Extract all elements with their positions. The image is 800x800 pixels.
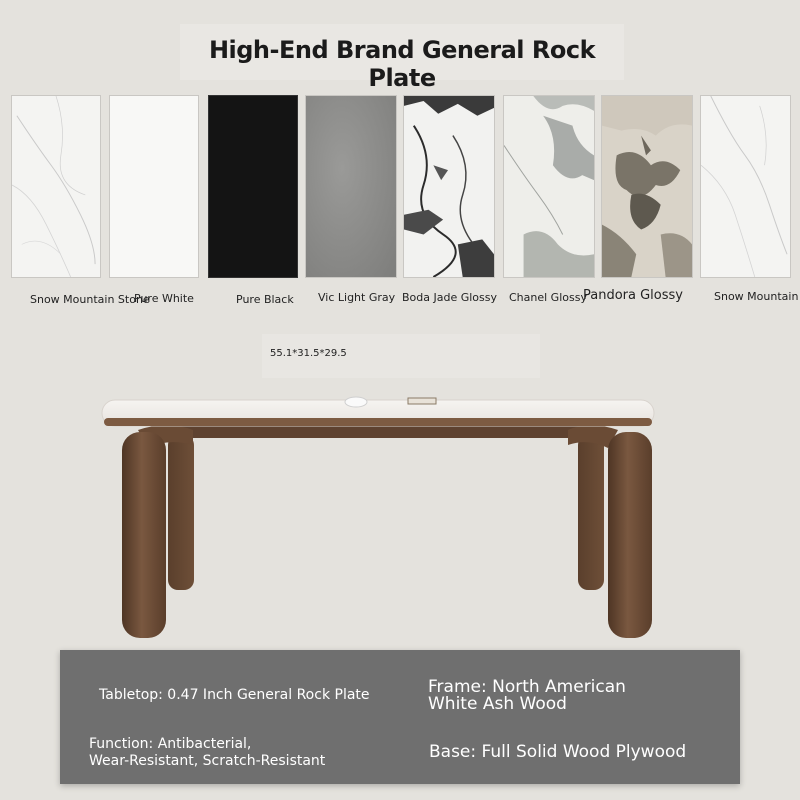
spec-base: Base: Full Solid Wood Plywood [429,742,687,762]
swatch-label-pure-white: Pure White [134,292,194,305]
swatch-label-snow-mountain: Snow Mountain [714,290,799,303]
swatch-label-pandora-glossy: Pandora Glossy [583,288,683,303]
dimensions-text: 55.1*31.5*29.5 [270,348,347,359]
spec-frame [428,679,688,713]
pure-black-icon [209,96,297,277]
swatch-pure-white[interactable] [109,95,199,278]
swatch-label-boda-jade-glossy: Boda Jade Glossy [402,291,498,304]
spec-frame-line1: Frame: North American [428,677,626,697]
swatch-snow-mountain-stone[interactable] [11,95,101,278]
title-banner [180,24,624,92]
swatch-label-vic-light-gray: Vic Light Gray [318,291,396,304]
swatch-snow-mountain[interactable] [700,95,791,278]
swatch-chanel-glossy[interactable] [503,95,595,278]
white-marble-icon [701,96,790,277]
light-gray-icon [306,96,396,277]
swatch-pure-black[interactable] [208,95,298,278]
swatch-label-snow-mountain-stone: Snow Mountain Stone [30,293,150,306]
spec-function [89,736,389,770]
spec-tabletop: Tabletop: 0.47 Inch General Rock Plate [99,687,370,703]
dining-table-image [98,390,658,645]
swatch-label-chanel-glossy: Chanel Glossy [509,291,587,304]
white-marble-icon [12,96,100,277]
spec-function-line1: Function: Antibacterial, [89,736,252,752]
spec-frame-line2: White Ash Wood [428,694,567,714]
dimensions-box [262,334,540,378]
spec-function-line2: Wear-Resistant, Scratch-Resistant [89,753,326,769]
swatch-label-pure-black: Pure Black [236,293,294,306]
pure-white-icon [110,96,198,277]
spec-panel [60,650,740,784]
swatch-vic-light-gray[interactable] [305,95,397,278]
swatch-boda-jade-glossy[interactable] [403,95,495,278]
swatch-pandora-glossy[interactable] [601,95,693,278]
pandora-icon [602,96,692,277]
page-title: High-End Brand General Rock Plate [208,36,596,92]
boda-jade-icon [404,96,494,277]
chanel-icon [504,96,594,277]
